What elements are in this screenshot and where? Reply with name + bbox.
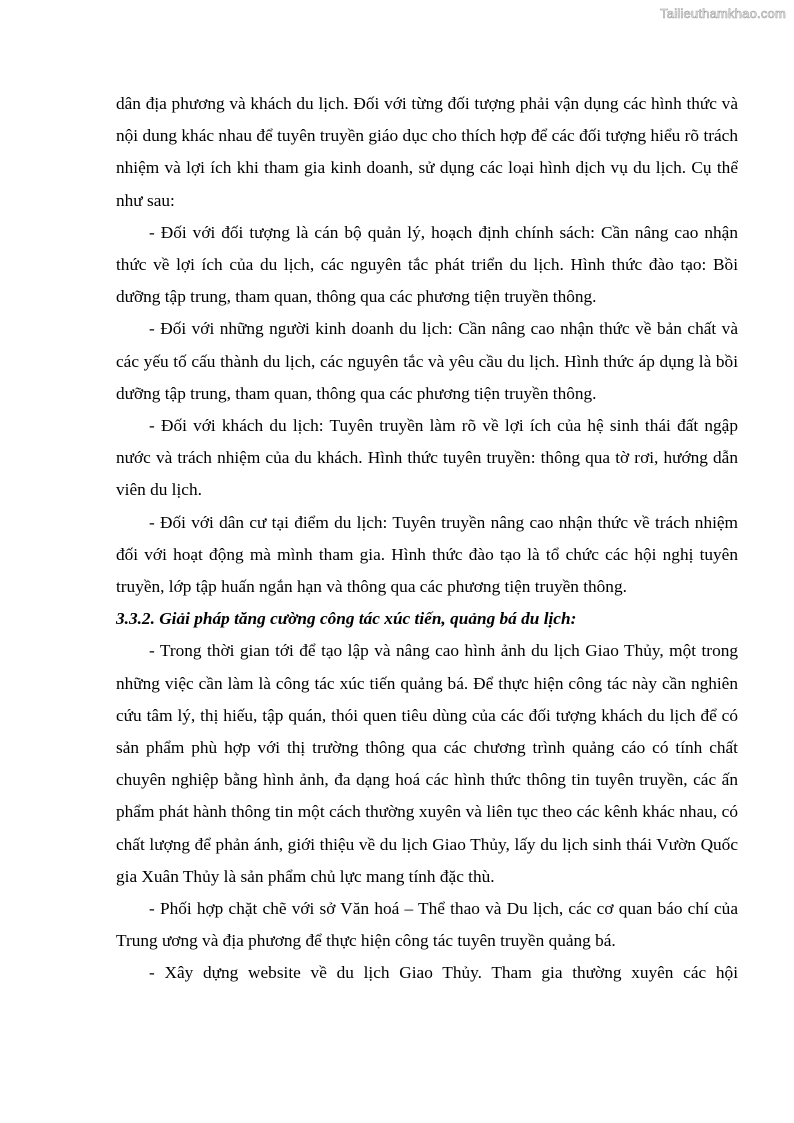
paragraph-business: - Đối với những người kinh doanh du lịch: Cần nâng cao nhận thức về bản chất và các yếu tố cấu thành du lịch, các nguyên tắc và yêu cầu du lịch. Hình thức áp dụng là bồi dưỡng tập trung, tham quan, thông qua các phương tiện truyền thông.	[116, 319, 738, 403]
section-heading-3-3-2: 3.3.2. Giải pháp tăng cường công tác xúc tiến, quảng bá du lịch:	[116, 609, 577, 629]
paragraph-website: - Xây dựng website về du lịch Giao Thủy. Tham gia thường xuyên các hội	[149, 963, 738, 983]
paragraph-promotion: - Trong thời gian tới để tạo lập và nâng cao hình ảnh du lịch Giao Thủy, một trong những việc cần làm là công tác xúc tiến quảng bá. Để thực hiện công tác này cần nghiên cứu tâm lý, thị hiếu, tập quán, thói quen tiêu dùng của các đối tượng khách du lịch để có sản phẩm phù hợp với thị trường thông qua các chương trình quảng cáo có tính chất chuyên nghiệp bằng hình ảnh, đa dạng hoá các hình thức thông tin tuyên truyền, các ấn phẩm phát hành thông tin một cách thường xuyên và liên tục theo các kênh khác nhau, có chất lượng để phản ánh, giới thiệu về du lịch Giao Thủy, lấy du lịch sinh thái Vườn Quốc gia Xuân Thủy là sản phẩm chủ lực mang tính đặc thù.	[116, 641, 738, 886]
document-page	[116, 88, 738, 990]
paragraph-coordination: - Phối hợp chặt chẽ với sở Văn hoá – Thể thao và Du lịch, các cơ quan báo chí của Trung ương và địa phương để thực hiện công tác tuyên truyền quảng bá.	[116, 899, 738, 951]
paragraph-intro: dân địa phương và khách du lịch. Đối với từng đối tượng phải vận dụng các hình thức và nội dung khác nhau để tuyên truyền giáo dục cho thích hợp để các đối tượng hiểu rõ trách nhiệm và lợi ích khi tham gia kinh doanh, sử dụng các loại hình dịch vụ du lịch. Cụ thể như sau:	[116, 94, 738, 210]
watermark-text: Tailieuthamkhao.com	[660, 6, 786, 21]
paragraph-residents: - Đối với dân cư tại điểm du lịch: Tuyên truyền nâng cao nhận thức về trách nhiệm đối với hoạt động mà mình tham gia. Hình thức đào tạo là tổ chức các hội nghị tuyên truyền, lớp tập huấn ngắn hạn và thông qua các phương tiện truyền thông.	[116, 512, 738, 597]
paragraph-tourists: - Đối với khách du lịch: Tuyên truyền làm rõ về lợi ích của hệ sinh thái đất ngập nước và trách nhiệm của du khách. Hình thức tuyên truyền: thông qua tờ rơi, hướng dẫn viên du lịch.	[116, 416, 738, 500]
paragraph-managers: - Đối với đối tượng là cán bộ quản lý, hoạch định chính sách: Cần nâng cao nhận thức về lợi ích của du lịch, các nguyên tắc phát triển du lịch. Hình thức đào tạo: Bồi dưỡng tập trung, tham quan, thông qua các phương tiện truyền thông.	[116, 222, 738, 307]
